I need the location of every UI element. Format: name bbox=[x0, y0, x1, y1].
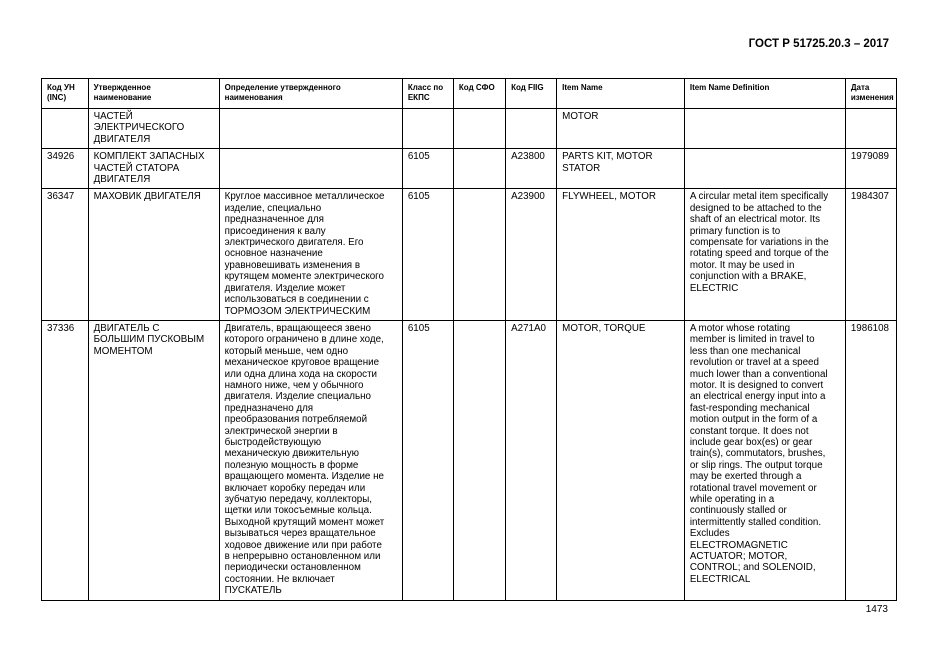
table-row bbox=[42, 149, 897, 189]
cell-date bbox=[845, 109, 896, 149]
column-header-item-name: Item Name bbox=[557, 79, 685, 109]
cell-fiig bbox=[506, 109, 557, 149]
cell-item-definition bbox=[684, 149, 845, 189]
cell-date: 1986108 bbox=[845, 320, 896, 600]
cell-fiig: A271A0 bbox=[506, 320, 557, 600]
cell-sfo bbox=[453, 320, 505, 600]
cell-name: ДВИГАТЕЛЬ С БОЛЬШИМ ПУСКОВЫМ МОМЕНТОМ bbox=[88, 320, 219, 600]
cell-fiig: A23900 bbox=[506, 189, 557, 320]
column-header-date: Дата изменения bbox=[845, 79, 896, 109]
column-header-class: Класс по ЕКПС bbox=[402, 79, 453, 109]
cell-class: 6105 bbox=[402, 320, 453, 600]
cell-definition bbox=[219, 149, 402, 189]
cell-item-name: PARTS KIT, MOTOR STATOR bbox=[557, 149, 685, 189]
table-header-row bbox=[42, 79, 897, 109]
cell-fiig: A23800 bbox=[506, 149, 557, 189]
cell-inc: 37336 bbox=[42, 320, 89, 600]
cell-item-definition: A circular metal item specifically designed to be attached to the shaft of an electrical motor. Its primary function is to compensate for variations in the rotating speed and torque of the motor. It may be used in conjunction with a BRAKE, ELECTRIC bbox=[684, 189, 845, 320]
cell-sfo bbox=[453, 149, 505, 189]
column-header-definition: Определение утвержденного наименования bbox=[219, 79, 402, 109]
cell-sfo bbox=[453, 189, 505, 320]
cell-name: ЧАСТЕЙ ЭЛЕКТРИЧЕСКОГО ДВИГАТЕЛЯ bbox=[88, 109, 219, 149]
cell-inc: 34926 bbox=[42, 149, 89, 189]
cell-name: КОМПЛЕКТ ЗАПАСНЫХ ЧАСТЕЙ СТАТОРА ДВИГАТЕЛЯ bbox=[88, 149, 219, 189]
cell-item-definition: A motor whose rotating member is limited in travel to less than one mechanical revolution or travel at a speed much lower than a conventional motor. It is designed to convert an electrical energy input into a fast-responding mechanical motion output in the form of a constant torque. It does not include gear box(es) or gear train(s), commutators, brushes, or slip rings. The output torque may be exerted through a rotational travel movement or while operating in a continuously stalled or intermittently stalled condition. Excludes ELECTROMAGNETIC ACTUATOR; MOTOR, CONTROL; and SOLENOID, ELECTRICAL bbox=[684, 320, 845, 600]
cell-date: 1984307 bbox=[845, 189, 896, 320]
cell-name: МАХОВИК ДВИГАТЕЛЯ bbox=[88, 189, 219, 320]
cell-class: 6105 bbox=[402, 189, 453, 320]
cell-definition: Двигатель, вращающееся звено которого ограничено в длине ходе, который меньше, чем одно механическое круговое вращение или одна длина хода на скорости намного ниже, чем у обычного двигателя. Изделие специально предназначено для преобразования потребляемой электрической энергии в быстродействующую механическую движительную полезную мощность в форме вращающего момента. Изделие не включает коробку передач или зубчатую передачу, коллекторы, щетки или токосъемные кольца. Выходной крутящий момент может вызываться через вращательное ходовое движение или при работе в непрерывно остановленном или периодически остановленном состоянии. Не включает ПУСКАТЕЛЬ bbox=[219, 320, 402, 600]
column-header-name: Утвержденное наименование bbox=[88, 79, 219, 109]
page-number: 1473 bbox=[865, 604, 888, 615]
table-row bbox=[42, 109, 897, 149]
column-header-sfo: Код СФО bbox=[453, 79, 505, 109]
column-header-item-definition: Item Name Definition bbox=[684, 79, 845, 109]
cell-sfo bbox=[453, 109, 505, 149]
cell-item-name: FLYWHEEL, MOTOR bbox=[557, 189, 685, 320]
column-header-inc: Код УН (INC) bbox=[42, 79, 89, 109]
column-header-fiig: Код FIIG bbox=[506, 79, 557, 109]
cell-definition bbox=[219, 109, 402, 149]
cell-inc: 36347 bbox=[42, 189, 89, 320]
cell-class bbox=[402, 109, 453, 149]
document-header: ГОСТ Р 51725.20.3 – 2017 bbox=[748, 38, 889, 50]
cell-date: 1979089 bbox=[845, 149, 896, 189]
cell-definition: Круглое массивное металлическое изделие, специально предназначенное для присоединения к валу электрического двигателя. Его основное назначение уравновешивать изменения в крутящем моменте электрического двигателя. Изделие может использоваться в соединении с ТОРМОЗОМ ЭЛЕКТРИЧЕСКИМ bbox=[219, 189, 402, 320]
table-row bbox=[42, 189, 897, 320]
cell-item-name: MOTOR, TORQUE bbox=[557, 320, 685, 600]
cell-inc bbox=[42, 109, 89, 149]
catalog-table bbox=[41, 78, 897, 601]
table-row bbox=[42, 320, 897, 600]
cell-class: 6105 bbox=[402, 149, 453, 189]
cell-item-definition bbox=[684, 109, 845, 149]
cell-item-name: MOTOR bbox=[557, 109, 685, 149]
